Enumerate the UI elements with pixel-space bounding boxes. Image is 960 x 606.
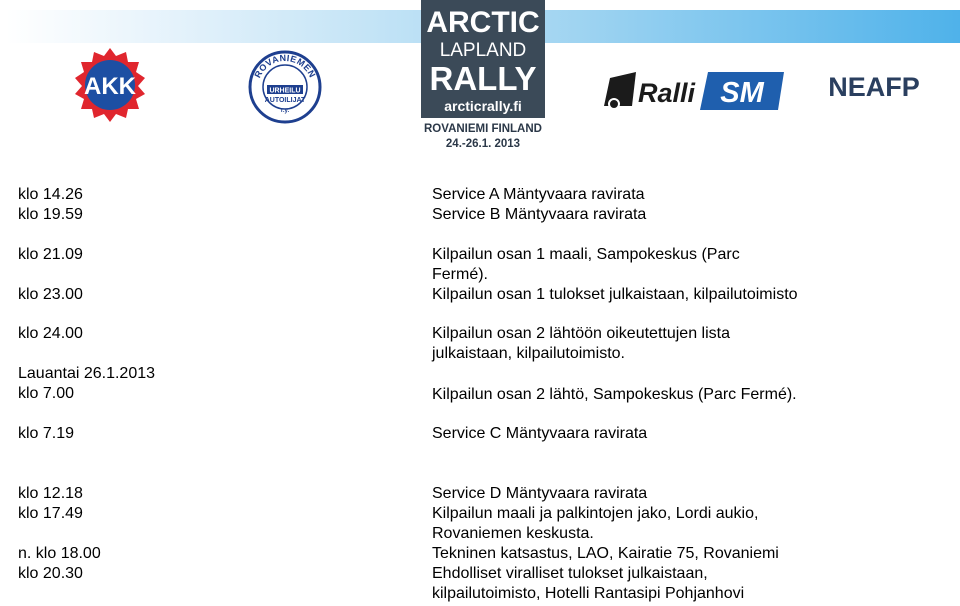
schedule-description: Kilpailun osan 2 lähtöön oikeutettujen lista bbox=[432, 325, 730, 342]
svg-text:ARCTIC: ARCTIC bbox=[426, 6, 540, 39]
svg-text:NEAFP: NEAFP bbox=[828, 72, 920, 102]
svg-text:ROVANIEMEN: ROVANIEMEN bbox=[252, 52, 318, 80]
schedule-time: klo 7.00 bbox=[18, 385, 75, 402]
svg-text:Ralli: Ralli bbox=[638, 78, 696, 108]
schedule-description: Service A Mäntyvaara ravirata bbox=[432, 186, 645, 203]
ralli-sm-logo bbox=[600, 66, 788, 116]
akk-logo bbox=[72, 46, 148, 124]
svg-text:URHEILU: URHEILU bbox=[269, 87, 301, 95]
arctic-lapland-rally-logo bbox=[421, 0, 545, 152]
svg-text:24.-26.1. 2013: 24.-26.1. 2013 bbox=[445, 138, 521, 150]
schedule-description: Kilpailun maali ja palkintojen jako, Lordi aukio, bbox=[432, 505, 759, 522]
schedule-time: klo 7.19 bbox=[18, 425, 75, 442]
schedule-time: klo 17.49 bbox=[18, 505, 83, 522]
svg-text:LAPLAND: LAPLAND bbox=[439, 40, 527, 61]
schedule-description: Tekninen katsastus, LAO, Kairatie 75, Rovaniemi bbox=[432, 545, 779, 562]
schedule-description: Ehdolliset viralliset tulokset julkaistaan, bbox=[432, 565, 708, 582]
schedule-description-continued: Fermé). bbox=[432, 266, 488, 283]
schedule-time: klo 14.26 bbox=[18, 186, 83, 203]
svg-text:SM: SM bbox=[720, 77, 764, 109]
schedule-time: klo 23.00 bbox=[18, 286, 83, 303]
schedule-description: Service B Mäntyvaara ravirata bbox=[432, 206, 647, 223]
svg-text:ROVANIEMI FINLAND: ROVANIEMI FINLAND bbox=[424, 123, 542, 135]
svg-text:AUTOILIJAT: AUTOILIJAT bbox=[264, 97, 306, 104]
schedule-time: klo 19.59 bbox=[18, 206, 83, 223]
schedule-description: Service D Mäntyvaara ravirata bbox=[432, 485, 648, 502]
schedule-time: klo 12.18 bbox=[18, 485, 83, 502]
schedule-description-continued: Rovaniemen keskusta. bbox=[432, 525, 594, 542]
schedule-description: Kilpailun osan 2 lähtö, Sampokeskus (Parc Fermé). bbox=[432, 386, 797, 403]
schedule-time: klo 24.00 bbox=[18, 325, 83, 342]
rovaniemen-urheiluautoilijat-logo bbox=[248, 50, 322, 124]
schedule-time: klo 21.09 bbox=[18, 246, 83, 263]
schedule-description-continued: kilpailutoimisto, Hotelli Rantasipi Pohjanhovi bbox=[432, 585, 745, 602]
schedule-time: klo 20.30 bbox=[18, 565, 83, 582]
schedule-description: Service C Mäntyvaara ravirata bbox=[432, 425, 648, 442]
schedule-description-continued: julkaistaan, kilpailutoimisto. bbox=[432, 345, 625, 362]
schedule-description: Kilpailun osan 1 maali, Sampokeskus (Parc bbox=[432, 246, 740, 263]
svg-text:AKK: AKK bbox=[84, 73, 136, 100]
schedule-day-heading: Lauantai 26.1.2013 bbox=[18, 365, 156, 382]
schedule-time: n. klo 18.00 bbox=[18, 545, 101, 562]
neafp-logo bbox=[822, 66, 926, 106]
logo-header bbox=[0, 0, 960, 160]
schedule-description: Kilpailun osan 1 tulokset julkaistaan, kilpailutoimisto bbox=[432, 286, 798, 303]
svg-text:arcticrally.fi: arcticrally.fi bbox=[444, 98, 522, 114]
svg-text:r.y.: r.y. bbox=[280, 108, 290, 114]
svg-text:RALLY: RALLY bbox=[429, 60, 537, 97]
